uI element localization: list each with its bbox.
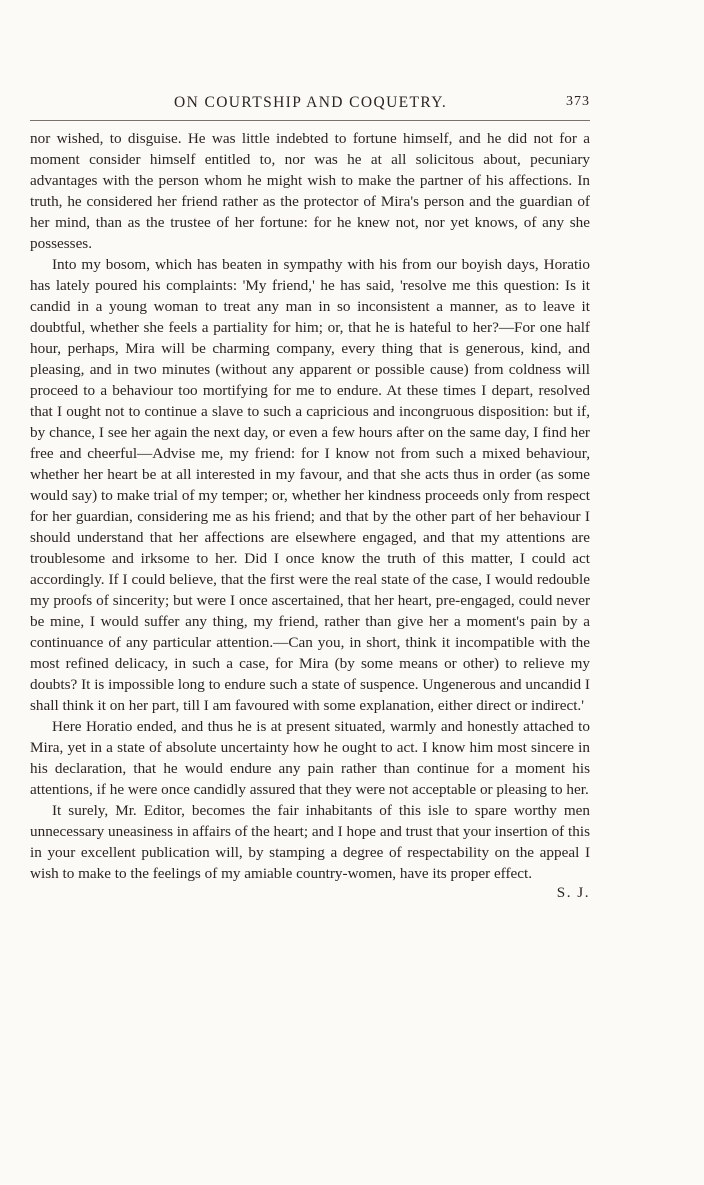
running-title: ON COURTSHIP AND COQUETRY. xyxy=(174,94,448,111)
paragraph-appeal: It surely, Mr. Editor, becomes the fair inhabitants of this isle to spare worthy men unnecessary uneasiness in affairs of the heart; and I hope and trust that your insertion of this in your excellent publication will, by stamping a degree of respectability on the appeal I wish to make to the feelings of my amiable country-women, have its proper effect. xyxy=(30,802,590,882)
signature: S. J. xyxy=(556,884,590,901)
paragraph-horatio-complaint: Into my bosom, which has beaten in sympathy with his from our boyish days, Horatio has lately poured his complaints: 'My friend,' he has said, 'resolve me this question: Is it candid in a young woman to treat any man in so inconsistent a manner, as to leave it doubtful, whether she feels a partiality for him; or, that he is hateful to her?—For one half hour, perhaps, Mira will be charming company, every thing that is generous, kind, and pleasing, and in two minutes (without any apparent or possible cause) from coldness will proceed to a behaviour too mortifying for me to endure. At these times I depart, resolved that I ought not to continue a slave to such a capricious and incongruous disposition: but if, by chance, I see her again the next day, or even a few hours after on the same day, I find her free and cheerful—Advise me, my friend: for I know not from such a mixed behaviour, whether her heart be at all interested in my favour, and that she acts thus in order (as some would say) to make trial of my temper; or, whether her kindness proceeds only from respect for her guardian, considering me as his friend; and that by the other part of her behaviour I should understand that her affections are elsewhere engaged, and that my attentions are troublesome and irksome to her. Did I once know the truth of this matter, I could act accordingly. If I could believe, that the first were the real state of the case, I would redouble my proofs of sincerity; but were I once ascertained, that her heart, pre-engaged, could never be mine, I would suffer any thing, my friend, rather than give her a moment's pain by a continuance of any particular attention.—Can you, in short, think it incompatible with the most refined delicacy, in such a case, for Mira (by some means or other) to relieve my doubts? It is impossible long to endure such a state of suspence. Ungenerous and uncandid I shall think it on her part, till I am favoured with some explanation, either direct or indirect.' xyxy=(30,256,590,714)
page-header xyxy=(30,94,590,116)
page-number: 373 xyxy=(566,94,590,109)
article-body xyxy=(30,128,590,904)
paragraph-continuation: nor wished, to disguise. He was little indebted to fortune himself, and he did not for a moment consider himself entitled to, nor was he at all solicitous about, pecuniary advantages with the person whom he might wish to make the partner of his affections. In truth, he considered her friend rather as the protector of Mira's person and the guardian of her mind, than as the trustee of her fortune: for he knew not, nor yet knows, of any she possesses. xyxy=(30,130,590,252)
paragraph-horatio-situation: Here Horatio ended, and thus he is at present situated, warmly and honestly attached to Mira, yet in a state of absolute uncertainty how he ought to act. I know him most sincere in his declaration, that he would endure any pain rather than continue for a moment his attentions, if he were once candidly assured that they were not acceptable or pleasing to her. xyxy=(30,718,590,798)
header-rule xyxy=(30,120,590,121)
